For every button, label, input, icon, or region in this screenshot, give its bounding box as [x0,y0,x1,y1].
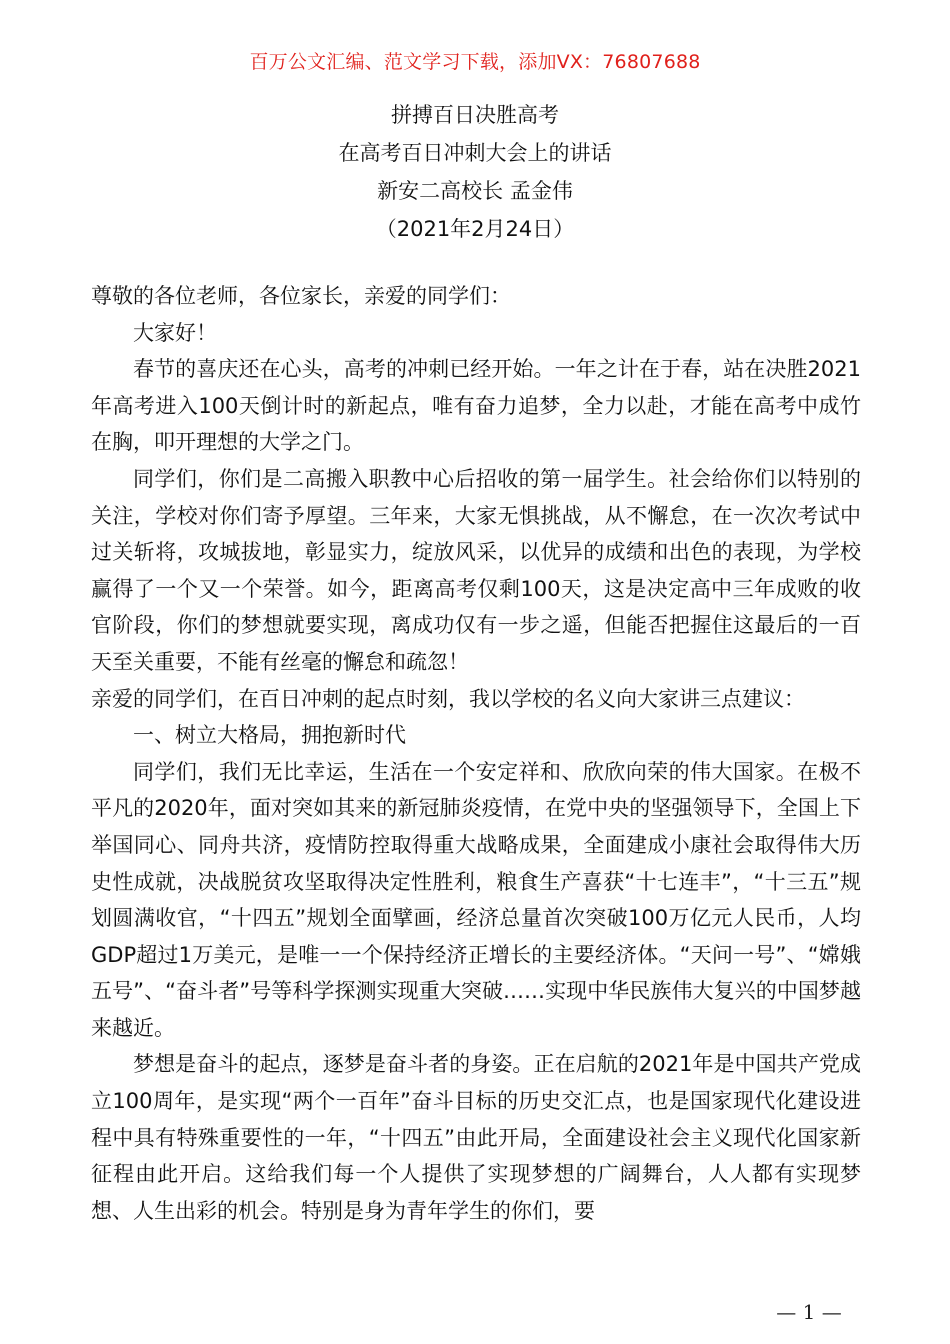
paragraph: 同学们，你们是二高搬入职教中心后招收的第一届学生。社会给你们以特别的关注，学校对你们寄予厚望。三年来，大家无惧挑战，从不懈怠，在一次次考试中过关斩将，攻城拔地，彰显实力，绽放风采，以优异的成绩和出色的表现，为学校赢得了一个又一个荣誉。如今，距离高考仅剩100天，这是决定高中三年成败的收官阶段，你们的梦想就要实现，离成功仅有一步之遥，但能否把握住这最后的一百天至关重要，不能有丝毫的懈怠和疏忽！ [91,466,861,674]
greeting: 大家好！ [133,320,217,345]
paragraph: 梦想是奋斗的起点，逐梦是奋斗者的身姿。正在启航的2021年是中国共产党成立100周年，是实现“两个一百年”奋斗目标的历史交汇点，也是国家现代化建设进程中具有特殊重要性的一年，“十四五”由此开局，全面建设社会主义现代化国家新征程由此开启。这给我们每一个人提供了实现梦想的广阔舞台，人人都有实现梦想、人生出彩的机会。特别是身为青年学生的你们，要 [91,1052,861,1223]
document-title: 拼搏百日决胜高考 [391,103,559,127]
paragraph: 春节的喜庆还在心头，高考的冲刺已经开始。一年之计在于春，站在决胜2021年高考进入100天倒计时的新起点，唯有奋力追梦，全力以赴，才能在高考中成竹在胸，叩开理想的大学之门。 [91,357,861,455]
promo-banner: 百万公文汇编、范文学习下载，添加VX：76807688 [249,51,701,73]
title-block [0,96,950,248]
section-heading: 一、树立大格局，拥抱新时代 [133,723,406,748]
salutation: 尊敬的各位老师，各位家长，亲爱的同学们： [91,284,511,308]
paragraph: 同学们，我们无比幸运，生活在一个安定祥和、欣欣向荣的伟大国家。在极不平凡的2020年，面对突如其来的新冠肺炎疫情，在党中央的坚强领导下，全国上下举国同心、同舟共济，疫情防控取得重大战略成果，全面建成小康社会取得伟大历史性成就，决战脱贫攻坚取得决定性胜利，粮食生产喜获“十七连丰”，“十三五”规划圆满收官，“十四五”规划全面擘画，经济总量首次突破100万亿元人民币，人均GDP超过1万美元，是唯一一个保持经济正增长的主要经济体。“天问一号”、“嫦娥五号”、“奋斗者”号等科学探测实现重大突破……实现中华民族伟大复兴的中国梦越来越近。 [91,759,861,1040]
page-number: — 1 — [776,1300,842,1324]
speech-body [91,278,861,1229]
date-line: （2021年2月24日） [375,217,575,241]
author-line: 新安二高校长 孟金伟 [377,179,573,203]
document-subtitle: 在高考百日冲刺大会上的讲话 [338,141,612,165]
transition-paragraph: 亲爱的同学们，在百日冲刺的起点时刻，我以学校的名义向大家讲三点建议： [91,686,805,711]
